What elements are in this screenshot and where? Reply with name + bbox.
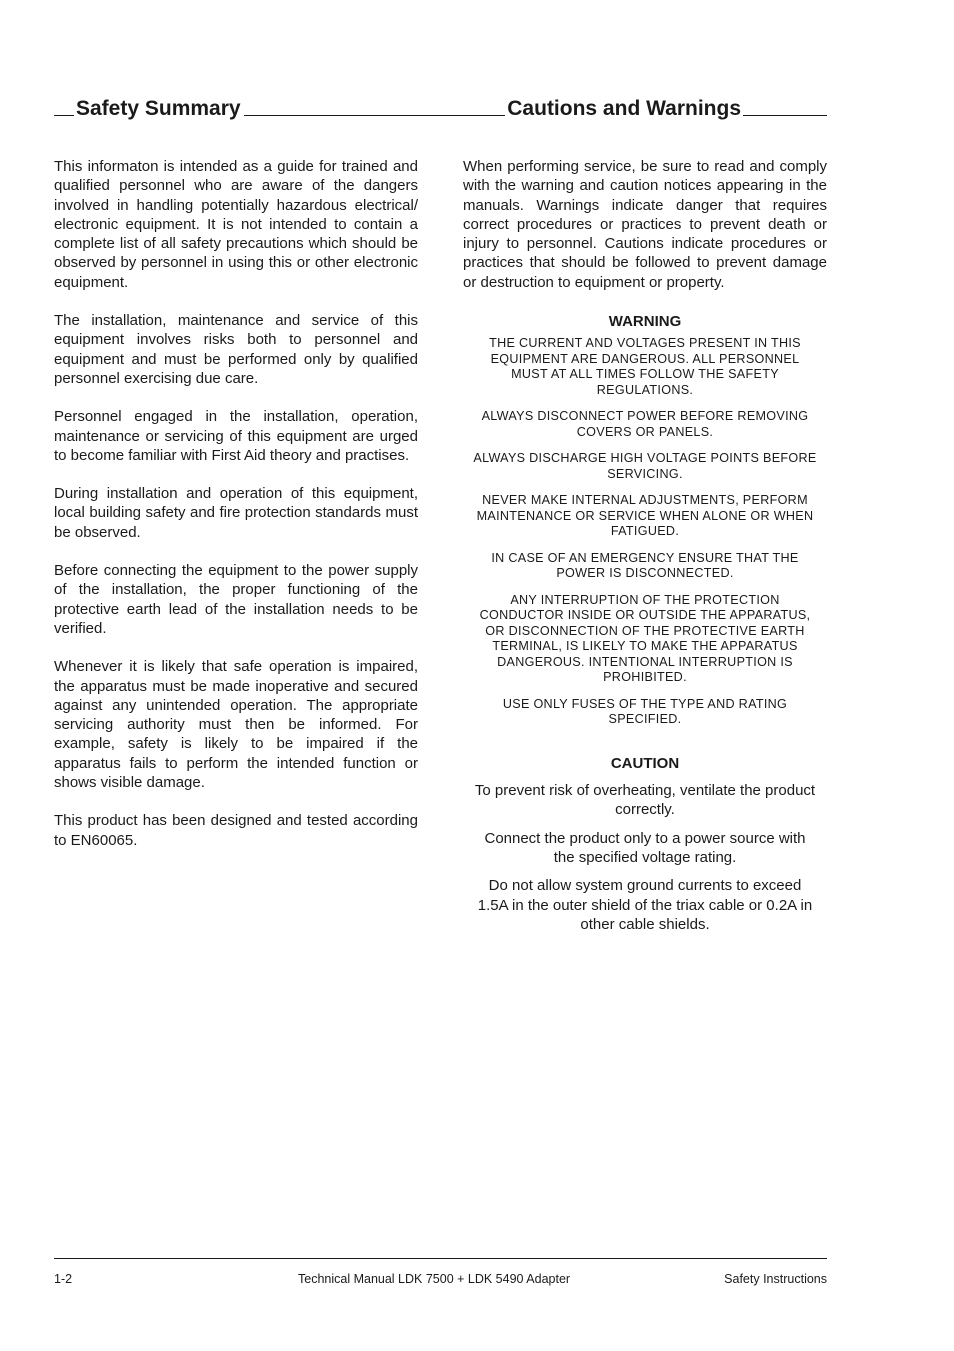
warning-item: IN CASE OF AN EMERGENCY ENSURE THAT THE POWER IS DISCONNECTED.: [491, 550, 799, 581]
section-headings: [54, 92, 827, 122]
caution-item: To prevent risk of overheating, ventilate the product correctly.: [474, 782, 816, 819]
warning-item: ALWAYS DISCONNECT POWER BEFORE REMOVING COVERS OR PANELS.: [481, 409, 809, 439]
page-number: 1-2: [54, 1272, 73, 1286]
body-paragraph: This product has been designed and tested according to EN60065.: [54, 812, 418, 849]
warning-item: NEVER MAKE INTERNAL ADJUSTMENTS, PERFORM MAINTENANCE OR SERVICE WHEN ALONE OR WHEN FATIGUED.: [476, 493, 814, 539]
warning-item: USE ONLY FUSES OF THE TYPE AND RATING SPECIFIED.: [502, 696, 788, 727]
body-paragraph: Personnel engaged in the installation, operation, maintenance or servicing of this equipment are urged to become familiar with First Aid theory and practises.: [54, 408, 418, 464]
body-paragraph: This informaton is intended as a guide for trained and qualified personnel who are aware of the dangers involved in handling potentially hazardous electrical/ electronic equipment. It is not intended to contain a complete list of all safety precautions which should be observed by personnel in using this or other electronic equipment.: [54, 158, 418, 291]
caution-title: CAUTION: [610, 754, 680, 772]
footer-rule: [54, 1258, 827, 1259]
caution-item: Do not allow system ground currents to exceed 1.5A in the outer shield of the triax cable or 0.2A in other cable shields.: [477, 877, 813, 933]
warning-title: WARNING: [608, 313, 682, 331]
heading-rule: [54, 115, 74, 116]
intro-paragraph: When performing service, be sure to read and comply with the warning and caution notices appearing in the manuals. Warnings indicate danger that requires correct procedures or practices to prevent death or injury to personnel. Cautions indicate procedures or practices that should be followed to prevent damage or destruction to equipment or property.: [463, 158, 827, 291]
warning-block: [472, 312, 818, 728]
safety-summary-column: [54, 157, 418, 869]
footer-section: Safety Instructions: [724, 1272, 827, 1286]
heading-rule: [743, 115, 827, 116]
warning-item: ALWAYS DISCHARGE HIGH VOLTAGE POINTS BEFORE SERVICING.: [473, 451, 817, 481]
cautions-warnings-column: [463, 157, 827, 943]
caution-block: [472, 754, 818, 934]
cautions-warnings-heading: Cautions and Warnings: [507, 97, 741, 120]
warning-item: ANY INTERRUPTION OF THE PROTECTION CONDUCTOR INSIDE OR OUTSIDE THE APPARATUS, OR DISCONNECTION OF THE PROTECTIVE EARTH TERMINAL, IS LIKELY TO MAKE THE APPARATUS DANGEROUS. INTENTIONAL INTERRUPTION IS PROHIBITED.: [479, 592, 811, 685]
body-paragraph: Before connecting the equipment to the power supply of the installation, the proper functioning of the protective earth lead of the installation needs to be verified.: [54, 562, 418, 637]
body-paragraph: Whenever it is likely that safe operation is impaired, the apparatus must be made inoperative and secured against any unintended operation. The appropriate servicing authority must then be informed. For example, safety is likely to be impaired if the apparatus fails to perform the intended function or shows visible damage.: [54, 658, 418, 792]
heading-rule: [244, 115, 506, 116]
warning-item: THE CURRENT AND VOLTAGES PRESENT IN THIS EQUIPMENT ARE DANGEROUS. ALL PERSONNEL MUST AT ALL TIMES FOLLOW THE SAFETY REGULATIONS.: [489, 336, 801, 397]
safety-summary-heading: Safety Summary: [76, 97, 241, 120]
body-paragraph: The installation, maintenance and service of this equipment involves risks both to personnel and equipment and must be performed only by qualified personnel exercising due care.: [54, 312, 418, 387]
body-paragraph: During installation and operation of this equipment, local building safety and fire protection standards must be observed.: [54, 485, 418, 541]
footer-title: Technical Manual LDK 7500 + LDK 5490 Adapter: [298, 1272, 571, 1286]
caution-item: Connect the product only to a power source with the specified voltage rating.: [484, 829, 806, 867]
